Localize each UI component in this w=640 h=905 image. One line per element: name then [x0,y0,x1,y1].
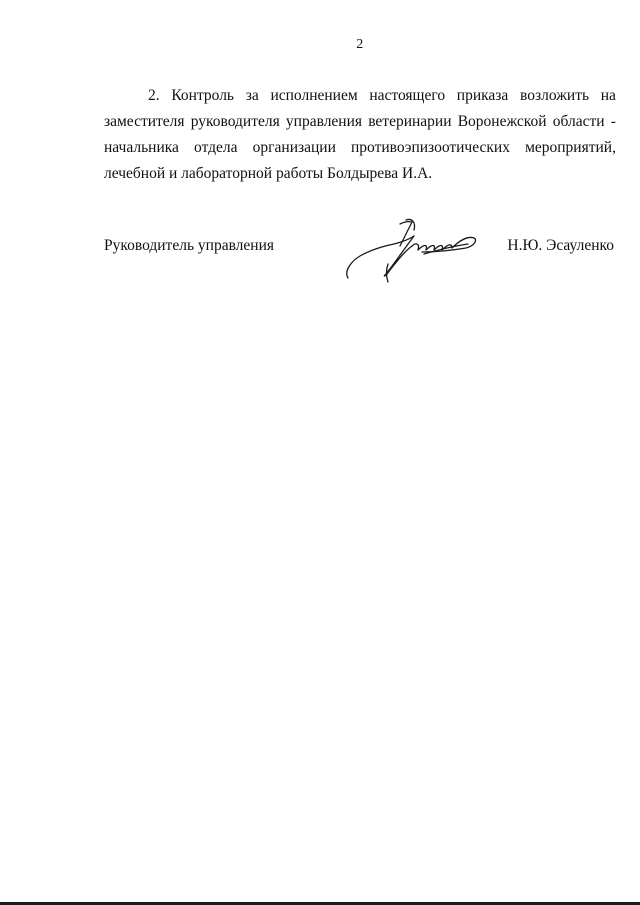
word: организации [252,139,336,156]
word: ветеринарии [368,113,452,130]
word: Воронежской [457,113,547,130]
word: за [245,87,259,104]
page-number: 2 [356,37,364,52]
word: исполнением [270,87,358,104]
word: начальника [104,139,179,156]
word: настоящего [369,87,446,104]
handwritten-signature [342,216,482,286]
word: противоэпизоотических [350,139,510,156]
word: приказа [456,87,509,104]
word: управления [285,113,363,130]
paragraph-line-4: лечебной и лабораторной работы Болдырева И.А. [104,165,433,182]
word: области [552,113,605,130]
paragraph-line-2 [104,112,616,132]
word: возложить [520,87,590,104]
signatory-name: Н.Ю. Эсауленко [507,237,614,254]
paragraph-line-3 [104,138,616,158]
word: отдела [194,139,238,156]
signature-block [104,236,616,296]
word: мероприятий, [525,139,616,156]
signatory-title: Руководитель управления [104,237,275,254]
word: 2. [148,87,160,104]
paragraph-line-1 [148,86,616,106]
word: руководителя [190,113,280,130]
word: заместителя [104,113,185,130]
word: на [600,87,616,104]
word: Контроль [171,87,235,104]
word: - [610,113,616,130]
